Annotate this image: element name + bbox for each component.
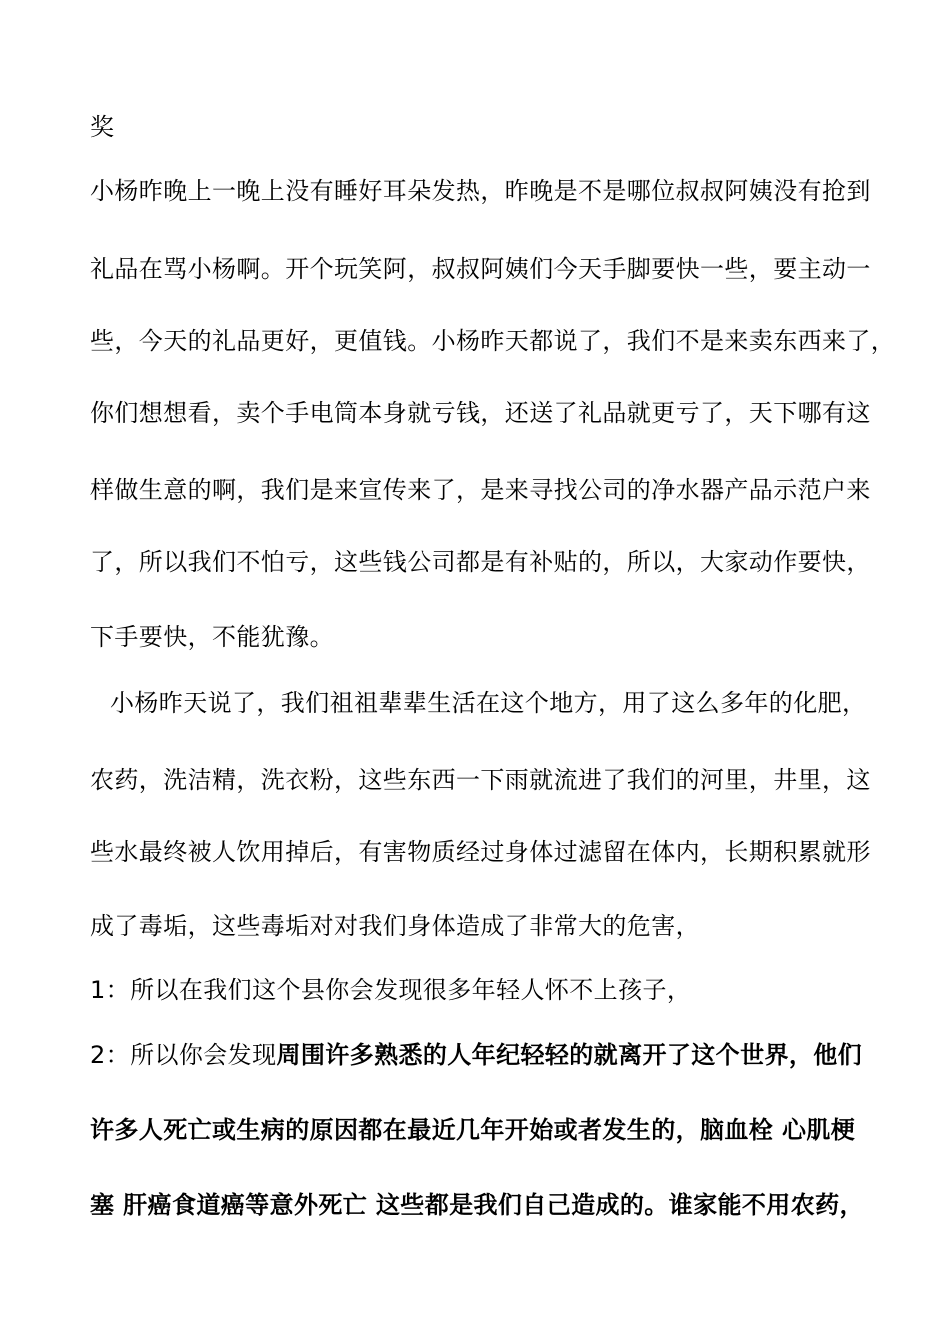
text-line: 了，所以我们不怕亏，这些钱公司都是有补贴的，所以，大家动作要快， bbox=[90, 548, 871, 576]
text-line: 礼品在骂小杨啊。开个玩笑阿，叔叔阿姨们今天手脚要快一些，要主动一 bbox=[90, 255, 871, 283]
list-item-2-bold-text: 周围许多熟悉的人年纪轻轻的就离开了这个世界，他们 bbox=[276, 1041, 863, 1069]
text-line: 奖 bbox=[90, 113, 115, 141]
text-line: 你们想想看，卖个手电筒本身就亏钱，还送了礼品就更亏了，天下哪有这 bbox=[90, 399, 871, 427]
text-line: 成了毒垢，这些毒垢对对我们身体造成了非常大的危害， bbox=[90, 912, 700, 940]
text-line: 农药，洗洁精，洗衣粉，这些东西一下雨就流进了我们的河里，井里，这 bbox=[90, 766, 871, 794]
list-item-2 bbox=[90, 1040, 862, 1070]
list-item-2-prefix: 2：所以你会发现 bbox=[90, 1041, 277, 1069]
text-line: 小杨昨晚上一晚上没有睡好耳朵发热，昨晚是不是哪位叔叔阿姨没有抢到 bbox=[90, 177, 871, 205]
list-item-1: 1：所以在我们这个县你会发现很多年轻人怀不上孩子， bbox=[90, 976, 692, 1004]
text-line: 下手要快，不能犹豫。 bbox=[90, 623, 334, 651]
text-line: 样做生意的啊，我们是来宣传来了，是来寻找公司的净水器产品示范户来 bbox=[90, 476, 871, 504]
bold-text-line: 许多人死亡或生病的原因都在最近几年开始或者发生的，脑血栓 心肌梗 bbox=[90, 1116, 856, 1144]
text-line: 些，今天的礼品更好，更值钱。小杨昨天都说了，我们不是来卖东西来了， bbox=[90, 327, 896, 355]
paragraph-start-line: 小杨昨天说了，我们祖祖辈辈生活在这个地方，用了这么多年的化肥， bbox=[110, 689, 867, 717]
text-line: 些水最终被人饮用掉后，有害物质经过身体过滤留在体内，长期积累就形 bbox=[90, 838, 871, 866]
bold-text-line: 塞 肝癌食道癌等意外死亡 这些都是我们自己造成的。谁家能不用农药， bbox=[90, 1191, 864, 1219]
